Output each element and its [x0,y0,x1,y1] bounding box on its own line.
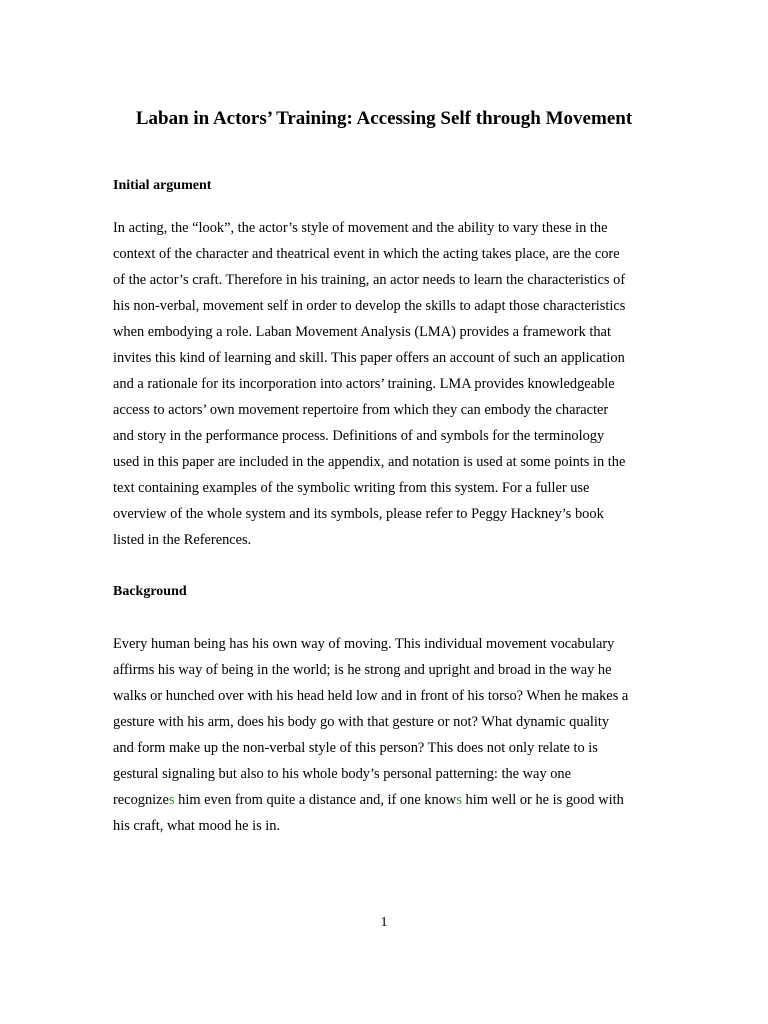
highlighted-letter: s [456,792,462,808]
paragraph-background [113,631,658,839]
paragraph-line: Every human being has his own way of moving. This individual movement vocabulary [113,636,615,652]
text-segment: him well or he is good with [461,792,624,808]
paragraph-line: and story in the performance process. Definitions of and symbols for the terminology [113,428,605,444]
paragraph-line: affirms his way of being in the world; is he strong and upright and broad in the way he [113,662,612,678]
document-title: Laban in Actors’ Training: Accessing Self through Movement [135,108,633,129]
paragraph-line: overview of the whole system and its symbols, please refer to Peggy Hackney’s book [113,506,604,522]
paragraph-line: walks or hunched over with his head held low and in front of his torso? When he makes a [113,688,629,704]
highlighted-letter: s [168,792,175,808]
paragraph-line: his non-verbal, movement self in order to develop the skills to adapt those characteristics [113,298,626,314]
paragraph-line: text containing examples of the symbolic writing from this system. For a fuller use [113,480,590,496]
paragraph-line: context of the character and theatrical event in which the acting takes place, are the core [113,246,620,262]
paragraph-line: his craft, what mood he is in. [113,818,281,834]
paragraph-line: gestural signaling but also to his whole body’s personal patterning: the way one [113,766,572,782]
section-heading-background: Background [113,584,187,599]
paragraph-line: gesture with his arm, does his body go with that gesture or not? What dynamic quality [113,714,610,730]
text-segment: recognize [113,792,169,808]
paragraph-line: and form make up the non-verbal style of this person? This does not only relate to is [113,740,598,756]
paragraph-line: listed in the References. [113,532,252,548]
paragraph-line: used in this paper are included in the appendix, and notation is used at some points in the [113,454,626,470]
paragraph-line: when embodying a role. Laban Movement Analysis (LMA) provides a framework that [113,324,611,340]
paragraph-line-with-highlights [113,787,658,813]
paragraph-initial-argument [113,215,658,553]
paragraph-line: In acting, the “look”, the actor’s style of movement and the ability to vary these in the [113,220,608,236]
paragraph-line: invites this kind of learning and skill. This paper offers an account of such an application [113,350,625,366]
paragraph-line: access to actors’ own movement repertoire from which they can embody the character [113,402,609,418]
text-segment: him even from quite a distance and, if one know [174,792,457,808]
page-number: 1 [380,915,388,930]
paragraph-line: and a rationale for its incorporation into actors’ training. LMA provides knowledgeable [113,376,615,392]
paragraph-line: of the actor’s craft. Therefore in his training, an actor needs to learn the characteristics of [113,272,626,288]
section-heading-initial-argument: Initial argument [113,178,212,193]
